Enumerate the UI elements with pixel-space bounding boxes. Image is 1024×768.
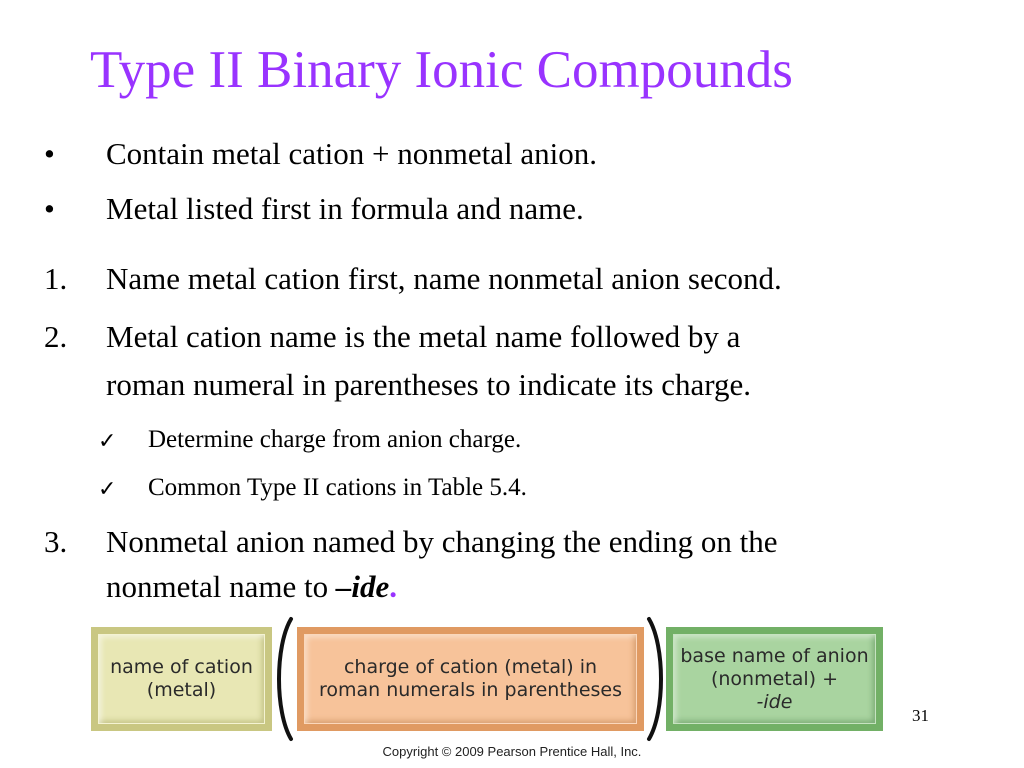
checkmark-icon: ✓ (98, 477, 117, 502)
period: . (389, 569, 397, 604)
ide-suffix: –ide (335, 569, 390, 604)
step-number: 2. (44, 319, 68, 354)
charge-box-line2: roman numerals in parentheses (318, 679, 623, 701)
step-text-line1: Metal cation name is the metal name followed by a (106, 319, 741, 354)
step-text-line2 (106, 567, 397, 607)
anion-name-box (666, 627, 883, 731)
bullet-marker: • (44, 136, 55, 171)
anion-box-suffix: -ide (756, 690, 793, 713)
cation-name-box (91, 627, 272, 731)
anion-box-line1: base name of anion (680, 644, 869, 667)
checkmark-icon: ✓ (98, 429, 117, 454)
left-parenthesis-icon (273, 616, 295, 742)
charge-box (297, 627, 644, 731)
step-text-line2: roman numeral in parentheses to indicate its charge. (106, 367, 752, 402)
sub-item-text: Determine charge from anion charge. (148, 426, 522, 453)
slide-title: Type II Binary Ionic Compounds (90, 41, 793, 99)
bullet-text: Metal listed first in formula and name. (106, 191, 584, 226)
right-parenthesis-icon (645, 616, 667, 742)
charge-box-line1: charge of cation (metal) in (343, 656, 598, 678)
step-text-prefix: nonmetal name to (106, 569, 336, 604)
sub-item-text: Common Type II cations in Table 5.4. (148, 474, 527, 501)
step-number: 3. (44, 524, 68, 559)
anion-box-prefix: (nonmetal) + (710, 667, 839, 690)
step-text-line1: Nonmetal anion named by changing the ending on the (106, 524, 778, 559)
cation-box-line2: (metal) (146, 679, 217, 701)
anion-box-line2 (711, 668, 838, 714)
cation-box-line1: name of cation (110, 656, 253, 678)
page-number: 31 (912, 706, 929, 725)
bullet-marker: • (44, 191, 55, 226)
copyright-notice: Copyright © 2009 Pearson Prentice Hall, Inc. (382, 744, 642, 759)
step-text: Name metal cation first, name nonmetal anion second. (106, 261, 782, 296)
step-number: 1. (44, 261, 68, 296)
bullet-text: Contain metal cation + nonmetal anion. (106, 136, 597, 171)
